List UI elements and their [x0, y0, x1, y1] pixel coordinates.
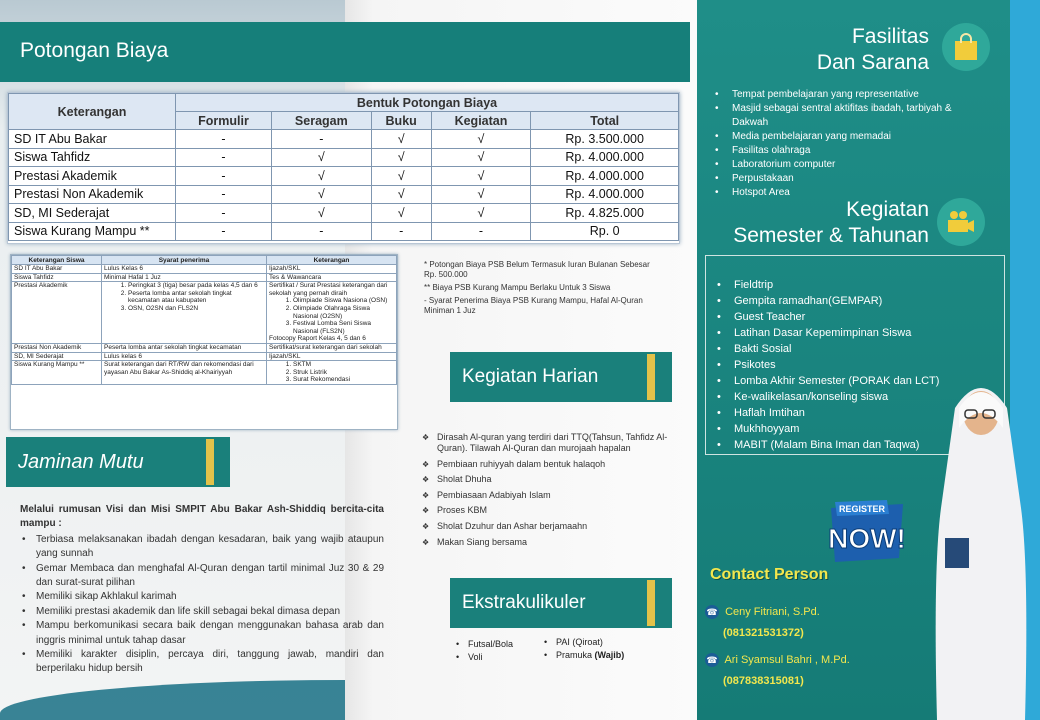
kegiatan-harian-list: [422, 432, 686, 552]
fasilitas-list: [715, 88, 987, 200]
table-cell: SD, MI Sederajat: [12, 352, 102, 361]
table-cell: -: [271, 130, 371, 149]
table-cell: -: [431, 222, 531, 241]
table-cell: -: [176, 185, 272, 204]
list-item: [544, 649, 624, 662]
list-item: ❖ Sholat Dzuhur dan Ashar berjamaahn: [422, 521, 686, 532]
accent-bar: [647, 580, 655, 626]
list-item: • Gempita ramadhan(GEMPAR): [717, 293, 987, 309]
table-cell: SD, MI Sederajat: [9, 204, 176, 223]
table-header: Keterangan Siswa: [12, 256, 102, 265]
list-item: 1. Peringkat 3 (tiga) besar pada kelas 4,5 dan 6: [128, 282, 264, 290]
biaya-notes: [424, 260, 664, 319]
ekstrakurikuler-header: [450, 578, 672, 628]
kegiatan-harian-title: Kegiatan Harian: [462, 366, 599, 387]
table-header: Syarat penerima: [102, 256, 267, 265]
table-cell: [267, 361, 397, 385]
list-item: • Latihan Dasar Kepemimpinan Siswa: [717, 325, 987, 341]
kegiatan-semester-title: [707, 197, 929, 249]
table-cell: Rp. 3.500.000: [531, 130, 679, 149]
kegiatan-semester-title-line2: Semester & Tahunan: [733, 224, 929, 247]
register-big-text: NOW!: [828, 523, 906, 554]
table-cell: Rp. 0: [531, 222, 679, 241]
list-item: 1. Olimpiade Siswa Nasiona (OSN): [293, 297, 394, 305]
table-cell: √: [431, 130, 531, 149]
list-item: 3. Festival Lomba Seni Siswa Nasional (FLS2N): [293, 320, 394, 335]
shopping-bag-icon: [942, 23, 990, 71]
phone-icon: ☎: [706, 607, 718, 617]
table-header: Seragam: [271, 112, 371, 130]
decor-swoosh: [0, 680, 345, 720]
list-item: ❖ Sholat Dhuha: [422, 474, 686, 485]
kegiatan-harian-header: [450, 352, 672, 402]
table-header: Total: [531, 112, 679, 130]
table-cell: Prestasi Akademik: [12, 282, 102, 344]
syarat-table: [10, 254, 398, 430]
table-cell: Prestasi Non Akademik: [12, 343, 102, 352]
potongan-banner: [0, 22, 690, 82]
ekstra-list-1: [456, 638, 513, 664]
table-cell: Rp. 4.000.000: [531, 148, 679, 167]
list-item: • Haflah Imtihan: [717, 405, 987, 421]
table-cell: -: [371, 222, 431, 241]
contact-person-1: [705, 605, 820, 639]
list-item: • Fasilitas olahraga: [715, 144, 987, 158]
list-item: ❖ Pembiasaan Adabiyah Islam: [422, 490, 686, 501]
table-cell: -: [176, 204, 272, 223]
table-row: [9, 185, 679, 204]
table-cell: SD IT Abu Bakar: [12, 265, 102, 274]
table-cell: √: [371, 185, 431, 204]
list-item: • Laboratorium computer: [715, 158, 987, 172]
student-photo: [925, 368, 1037, 720]
table-cell: Ijazah/SKL: [267, 352, 397, 361]
fasilitas-title-line2: Dan Sarana: [816, 51, 929, 74]
table-cell: SD IT Abu Bakar: [9, 130, 176, 149]
table-row: [12, 352, 397, 361]
list-item: • Memiliki sikap Akhlakul karimah: [20, 590, 384, 604]
potongan-table: [7, 92, 680, 244]
list-item: • Media pembelajaran yang memadai: [715, 130, 987, 144]
table-cell: √: [431, 148, 531, 167]
table-cell: Siswa Tahfidz: [12, 273, 102, 282]
list-item: • Futsal/Bola: [456, 638, 513, 651]
table-cell: Minimal Hafal 1 Juz: [102, 273, 267, 282]
register-top-text: REGISTER: [838, 504, 886, 514]
list-item: • Voli: [456, 651, 513, 664]
cell-text: Sertifikat / Surat Prestasi keterangan dari sekolah yang pernah diraih: [269, 282, 388, 297]
table-cell: Tes & Wawancara: [267, 273, 397, 282]
table-cell: √: [371, 148, 431, 167]
table-header: Formulir: [176, 112, 272, 130]
table-row: [12, 273, 397, 282]
list-item: • Ke-walikelasan/konseling siswa: [717, 389, 987, 405]
potongan-title: Potongan Biaya: [20, 39, 169, 62]
item-bold-text: (Wajib): [594, 650, 625, 660]
list-item: • Mukhhoyyam: [717, 421, 987, 437]
accent-bar: [206, 439, 214, 485]
table-cell: Ijazah/SKL: [267, 265, 397, 274]
table-cell: -: [176, 130, 272, 149]
list-item: • PAI (Qiroat): [544, 636, 624, 649]
table-cell: √: [271, 204, 371, 223]
table-row: [9, 148, 679, 167]
table-cell: Siswa Kurang Mampu **: [9, 222, 176, 241]
list-item: ❖ Dirasah Al-quran yang terdiri dari TTQ(Tahsun, Tahfidz Al-Quran). Tilawah Al-Quran dan murojaah hapalan: [422, 432, 686, 454]
table-cell: -: [176, 222, 272, 241]
table-cell: -: [271, 222, 371, 241]
jaminan-mutu-title: Jaminan Mutu: [18, 451, 144, 473]
list-item: • Psikotes: [717, 357, 987, 373]
fasilitas-title: [757, 24, 929, 76]
jaminan-mutu-header: [6, 437, 230, 487]
jaminan-mutu-text: [20, 503, 384, 677]
contact-name: Ari Syamsul Bahri , M.Pd.: [724, 654, 850, 666]
table-row: [9, 167, 679, 186]
table-row: [9, 204, 679, 223]
table-row: [9, 130, 679, 149]
table-cell: Rp. 4.000.000: [531, 167, 679, 186]
list-item: 2. Struk Listrik: [293, 369, 394, 377]
list-item: • Memiliki prestasi akademik dan life skill sebagai bekal dimasa depan: [20, 605, 384, 619]
list-item: • Memiliki karakter disiplin, percaya diri, tanggung jawab, mandiri dan berperilaku hidup bersih: [20, 648, 384, 677]
list-item: • Hotspot Area: [715, 186, 987, 200]
register-now-badge[interactable]: [827, 500, 907, 570]
table-cell: Surat keterangan dari RT/RW dan rekomendasi dari yayasan Abu Bakar As-Shiddiq al-Khairiyyah: [102, 361, 267, 385]
list-item: • Lomba Akhir Semester (PORAK dan LCT): [717, 373, 987, 389]
table-cell: Sertifikat/surat keterangan dari sekolah: [267, 343, 397, 352]
table-header: Keterangan: [9, 94, 176, 130]
table-cell: Prestasi Non Akademik: [9, 185, 176, 204]
ekstrakurikuler-title: Ekstrakulikuler: [462, 592, 586, 613]
list-item: ❖ Proses KBM: [422, 505, 686, 516]
table-cell: Rp. 4.825.000: [531, 204, 679, 223]
table-cell: √: [431, 204, 531, 223]
list-item: • MABIT (Malam Bina Iman dan Taqwa): [717, 437, 987, 453]
note-text: * Potongan Biaya PSB Belum Termasuk Iuran Bulanan Sebesar Rp. 500.000: [424, 260, 650, 279]
table-row: [12, 343, 397, 352]
table-cell: [267, 282, 397, 344]
ekstra-list-2: [544, 636, 624, 662]
table-cell: Lulus Kelas 6: [102, 265, 267, 274]
table-cell: [102, 282, 267, 344]
table-header: Buku: [371, 112, 431, 130]
jaminan-intro: Melalui rumusan Visi dan Misi SMPIT Abu Bakar Ash-Shiddiq bercita-cita mampu :: [20, 504, 384, 530]
contact-person-title: Contact Person: [710, 566, 829, 583]
list-item: • Gemar Membaca dan menghafal Al-Quran dengan tartil minimal Juz 30 & 29 dan surat-surat pilihan: [20, 562, 384, 591]
list-item: • Masjid sebagai sentral aktifitas ibadah, tarbiyah & Dakwah: [715, 102, 987, 130]
table-cell: -: [176, 167, 272, 186]
table-cell: Siswa Kurang Mampu **: [12, 361, 102, 385]
table-row: [9, 222, 679, 241]
table-cell: Rp. 4.000.000: [531, 185, 679, 204]
list-item: ❖ Makan Siang bersama: [422, 537, 686, 548]
table-cell: √: [431, 185, 531, 204]
video-camera-icon: [937, 198, 985, 246]
table-cell: √: [271, 148, 371, 167]
fasilitas-title-line1: Fasilitas: [851, 25, 929, 48]
table-row: [12, 265, 397, 274]
contact-person-2: [705, 653, 850, 687]
note-text: ** Biaya PSB Kurang Mampu Berlaku Untuk 3 Siswa: [424, 283, 611, 292]
table-cell: Peserta lomba antar sekolah tingkat kecamatan: [102, 343, 267, 352]
list-item: • Bakti Sosial: [717, 341, 987, 357]
list-item: • Perpustakaan: [715, 172, 987, 186]
list-item: • Fieldtrip: [717, 277, 987, 293]
table-cell: Prestasi Akademik: [9, 167, 176, 186]
table-cell: √: [371, 204, 431, 223]
list-item: • Guest Teacher: [717, 309, 987, 325]
list-item: • Tempat pembelajaran yang representative: [715, 88, 987, 102]
list-item: 3. OSN, O2SN dan FLS2N: [128, 305, 264, 313]
item-text: Pramuka: [556, 650, 593, 660]
list-item: 3. Surat Rekomendasi: [293, 376, 394, 384]
kegiatan-semester-title-line1: Kegiatan: [846, 198, 929, 221]
table-cell: √: [271, 185, 371, 204]
table-header: Keterangan: [267, 256, 397, 265]
list-item: 1. SKTM: [293, 361, 394, 369]
accent-bar: [647, 354, 655, 400]
table-cell: √: [371, 167, 431, 186]
table-cell: √: [371, 130, 431, 149]
contact-phone[interactable]: (081321531372): [723, 627, 804, 639]
list-item: • Mampu berkomunikasi secara baik dengan menggunakan bahasa arab dan inggris minimal untuk tahap dasar: [20, 619, 384, 648]
table-row: [12, 282, 397, 344]
table-header: Bentuk Potongan Biaya: [176, 94, 679, 112]
cell-text: Fotocopy Raport Kelas 4, 5 dan 6: [269, 335, 366, 343]
phone-icon: ☎: [706, 655, 718, 665]
table-cell: Lulus kelas 6: [102, 352, 267, 361]
list-item: 2. Olimpiade Olahraga Siswa Nasional (O2SN): [293, 305, 394, 320]
table-row: [12, 361, 397, 385]
contact-name: Ceny Fitriani, S.Pd.: [725, 606, 820, 618]
contact-phone[interactable]: (087838315081): [723, 675, 804, 687]
table-cell: -: [176, 148, 272, 167]
list-item: ❖ Pembiaan ruhiyyah dalam bentuk halaqoh: [422, 459, 686, 470]
note-text: - Syarat Penerima Biaya PSB Kurang Mampu, Hafal Al-Quran Miniman 1 Juz: [424, 296, 643, 315]
list-item: 2. Peserta lomba antar sekolah tingkat kecamatan atau kabupaten: [128, 290, 264, 305]
list-item: • Terbiasa melaksanakan ibadah dengan kesadaran, baik yang wajib ataupun yang sunnah: [20, 533, 384, 562]
table-cell: Siswa Tahfidz: [9, 148, 176, 167]
table-cell: √: [431, 167, 531, 186]
table-cell: √: [271, 167, 371, 186]
page-right: [697, 0, 1040, 720]
table-header: Kegiatan: [431, 112, 531, 130]
